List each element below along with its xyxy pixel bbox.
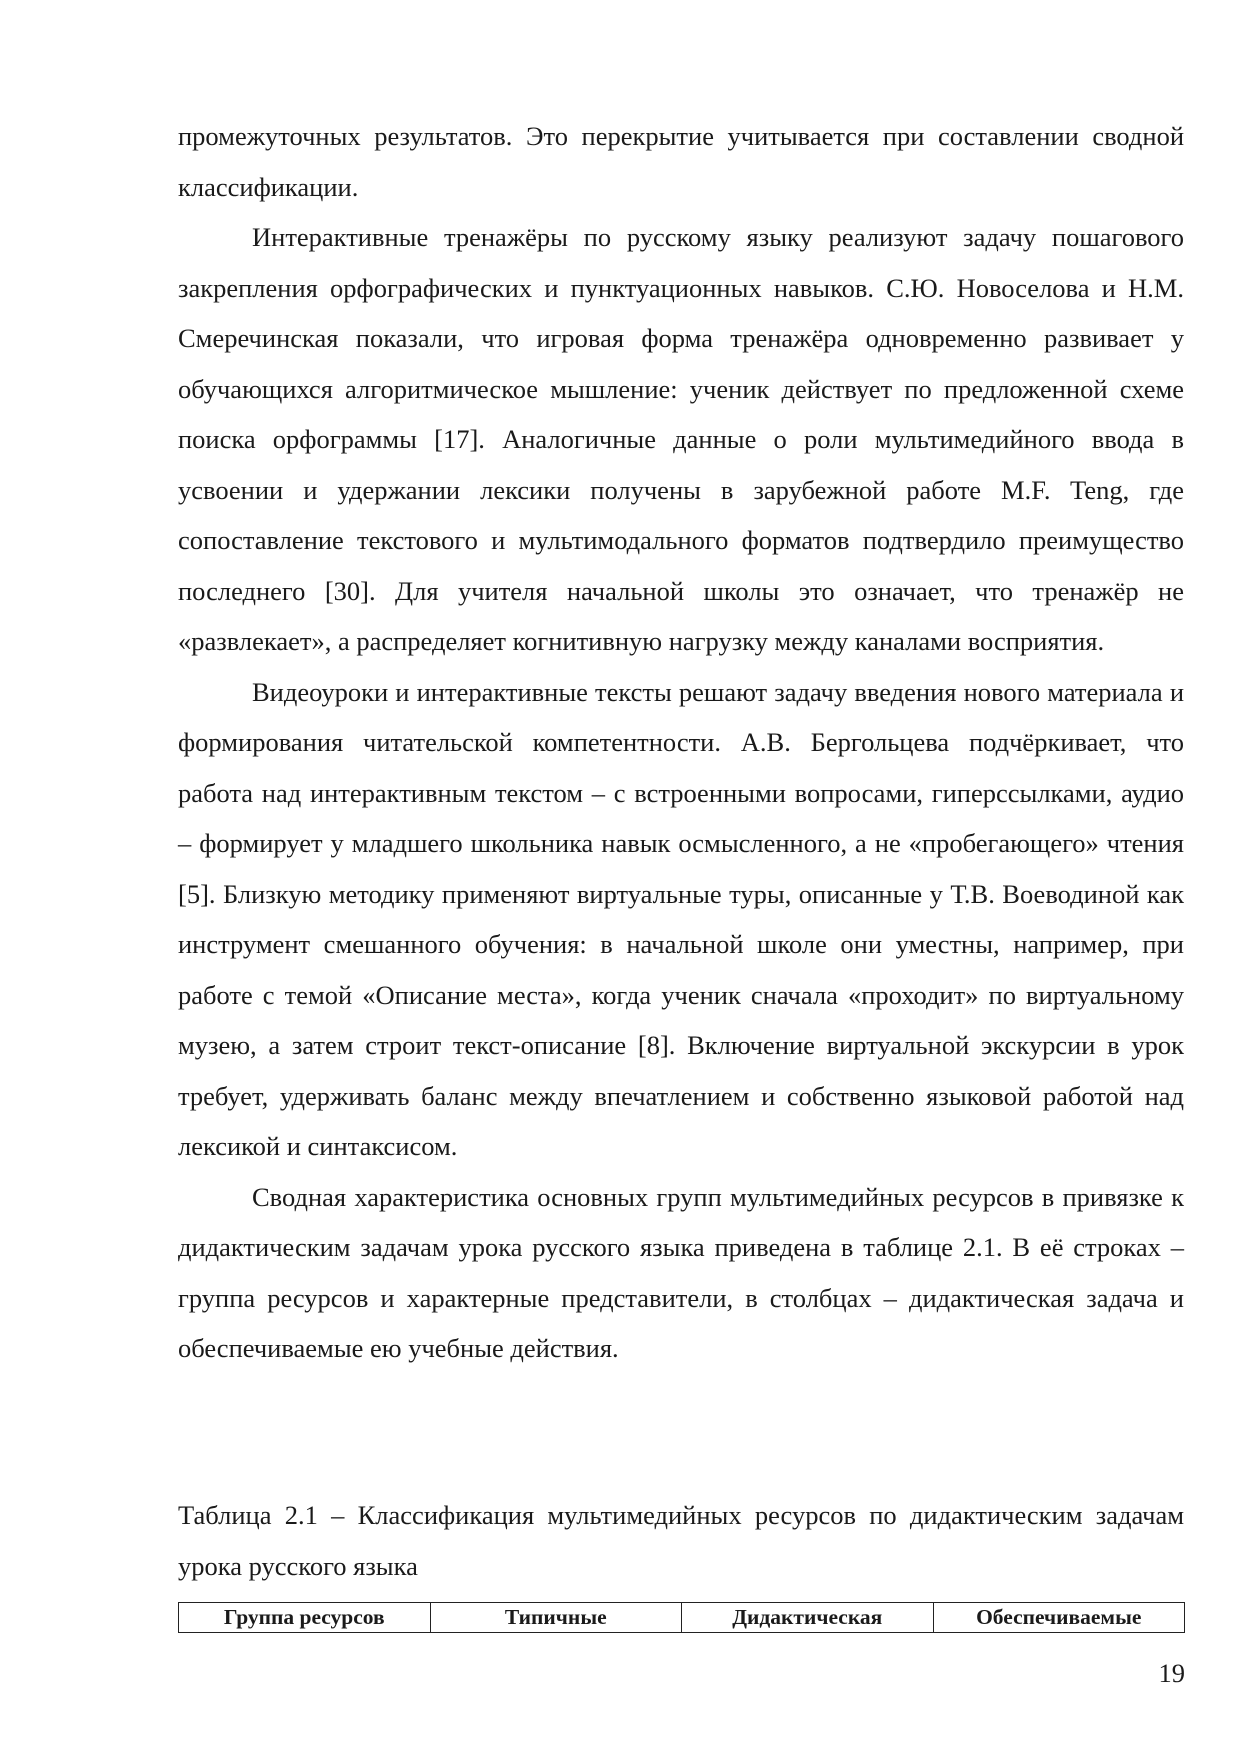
paragraph-4: Сводная характеристика основных групп мультимедийных ресурсов в привязке к дидактическим задачам урока русского языка приведена в таблице 2.1. В её строках – группа ресурсов и характерные представители, в столбцах – дидактическая задача и обеспечиваемые ею учебные действия. (178, 1181, 1184, 1363)
table-header-cell: Обеспечиваемые (933, 1603, 1185, 1633)
page-number: 19 (1158, 1658, 1185, 1688)
paragraph-3: Видеоуроки и интерактивные тексты решают задачу введения нового материала и формирования читательской компетентности. А.В. Бергольцева подчёркивает, что работа над интерактивным текстом – с встроенными вопросами, гиперссылками, аудио – формирует у младшего школьника навык осмысленного, а не «пробегающего» чтения [5]. Близкую методику применяют виртуальные туры, описанные у Т.В. Воеводиной как инструмент смешанного обучения: в начальной школе они уместны, например, при работе с темой «Описание места», когда ученик сначала «проходит» по виртуальному музею, а затем строит текст-описание [8]. Включение виртуальной экскурсии в урок требует, удерживать баланс между впечатлением и собственно языковой работой над лексикой и синтаксисом. (178, 676, 1184, 1161)
table-header-cell: Группа ресурсов (179, 1603, 431, 1633)
paragraph-1: промежуточных результатов. Это перекрытие учитывается при составлении сводной классификации. (178, 121, 1184, 202)
table-header-cell: Типичные (430, 1603, 682, 1633)
table-header-cell: Дидактическая (682, 1603, 934, 1633)
table-caption: Таблица 2.1 – Классификация мультимедийных ресурсов по дидактическим задачам урока русского языка (178, 1500, 1184, 1581)
body-text (178, 111, 1184, 1374)
classification-table (178, 1602, 1185, 1633)
table-header-row (179, 1603, 1185, 1633)
paragraph-2: Интерактивные тренажёры по русскому языку реализуют задачу пошагового закрепления орфографических и пунктуационных навыков. С.Ю. Новоселова и Н.М. Смеречинская показали, что игровая форма тренажёра одновременно развивает у обучающихся алгоритмическое мышление: ученик действует по предложенной схеме поиска орфограммы [17]. Аналогичные данные о роли мультимедийного ввода в усвоении и удержании лексики получены в зарубежной работе M.F. Teng, где сопоставление текстового и мультимодального форматов подтвердило преимущество последнего [30]. Для учителя начальной школы это означает, что тренажёр не «развлекает», а распределяет когнитивную нагрузку между каналами восприятия. (178, 222, 1184, 656)
